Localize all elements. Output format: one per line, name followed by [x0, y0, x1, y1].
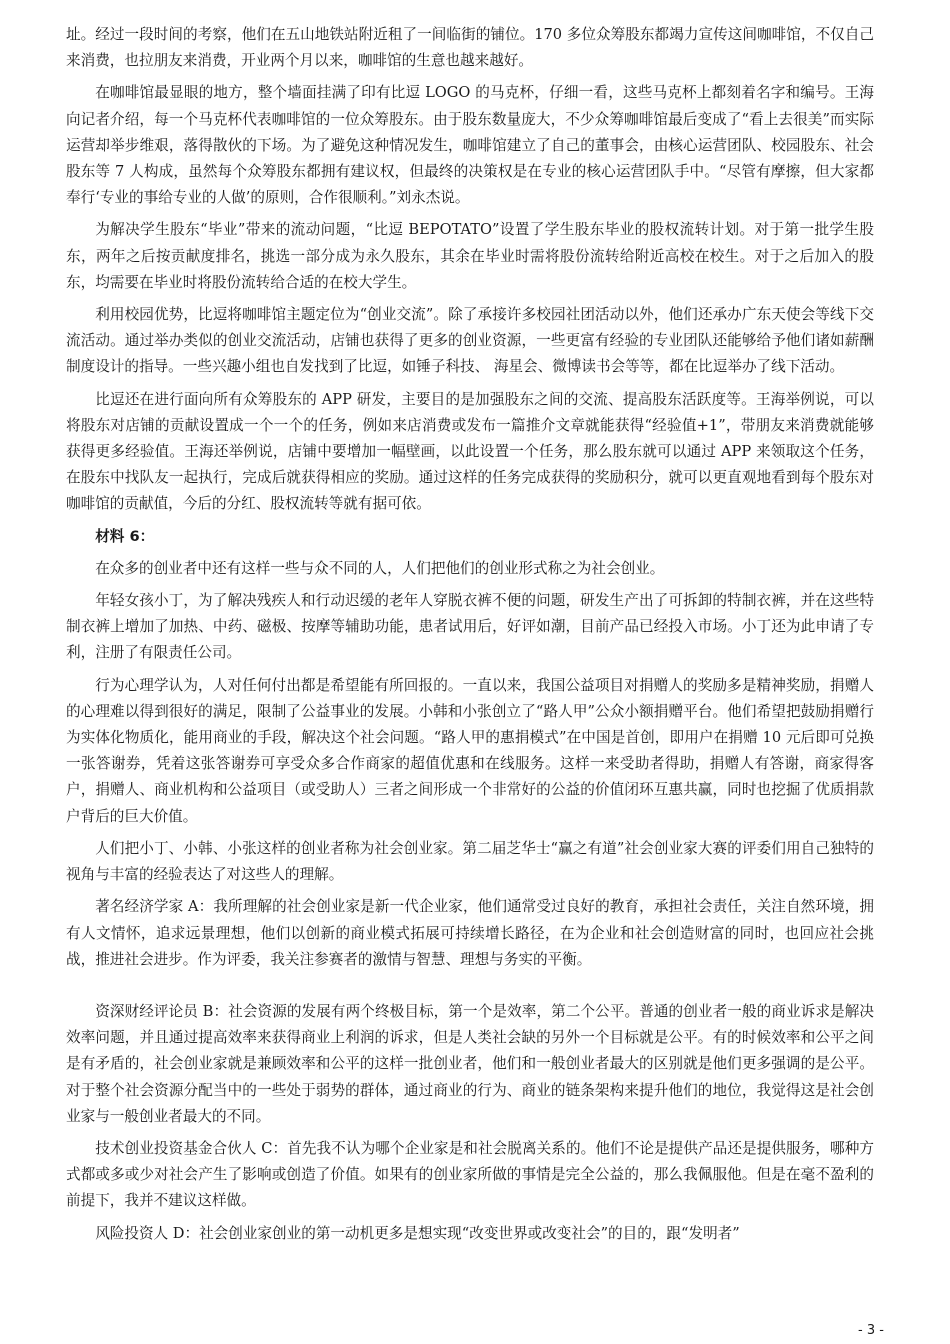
- paragraph: 人们把小丁、小韩、小张这样的创业者称为社会创业家。第二届芝华士“赢之有道”社会创业家大赛的评委们用自己独特的视角与丰富的经验表达了对这些人的理解。: [66, 839, 874, 884]
- section-spacer: [66, 979, 874, 999]
- paragraph: 行为心理学认为，人对任何付出都是希望能有所回报的。一直以来，我国公益项目对捐赠人的奖励多是精神奖励，捐赠人的心理难以得到很好的满足，限制了公益事业的发展。小韩和小张创立了“路人甲”公众小额捐赠平台。他们希望把鼓励捐赠行为实体化物质化，能用商业的手段，解决这个社会问题。“路人甲的惠捐模式”在中国是首创，即用户在捐赠 10 元后即可兑换一张答谢券，凭着这张答谢券可享受众多合作商家的超值优惠和在线服务。这样一来受助者得助，捐赠人有答谢，商家得客户，捐赠人、商业机构和公益项目（或受助人）三者之间形成一个非常好的公益的价值闭环互惠共赢，同时也挖掘了优质捐款户背后的巨大价值。: [66, 676, 874, 825]
- page-number: - 3 -: [858, 1323, 884, 1338]
- paragraph: 著名经济学家 A：我所理解的社会创业家是新一代企业家，他们通常受过良好的教育，承担社会责任，关注自然环境，拥有人文情怀，追求远景理想，他们以创新的商业模式拓展可持续增长路径，在为企业和社会创造财富的同时，也回应社会挑战，推进社会进步。作为评委，我关注参赛者的激情与智慧、理想与务实的平衡。: [66, 898, 874, 968]
- paragraph: 在众多的创业者中还有这样一些与众不同的人，人们把他们的创业形式称之为社会创业。: [95, 559, 665, 577]
- paragraph: 在咖啡馆最显眼的地方，整个墙面挂满了印有比逗 LOGO 的马克杯，仔细一看，这些马克杯上都刻着名字和编号。王海向记者介绍，每一个马克杯代表咖啡馆的一位众筹股东。由于股东数量庞大，不少众筹咖啡馆最后变成了“看上去很美”而实际运营却举步维艰，落得散伙的下场。为了避免这种情况发生，咖啡馆建立了自己的董事会，由核心运营团队、校园股东、社会股东等 7 人构成，虽然每个众筹股东都拥有建议权，但最终的决策权是在专业的核心运营团队手中。“尽管有摩擦，但大家都奉行‘专业的事给专业的人做’的原则，合作很顺利。”刘永杰说。: [66, 84, 874, 207]
- paragraph: 风险投资人 D：社会创业家创业的第一动机更多是想实现“改变世界或改变社会”的目的，跟“发明者”: [95, 1224, 740, 1242]
- material-heading: 材料 6：: [95, 527, 155, 545]
- document-body: [66, 22, 874, 1253]
- paragraph: 资深财经评论员 B：社会资源的发展有两个终极目标，第一个是效率，第二个公平。普通的创业者一般的商业诉求是解决效率问题，并且通过提高效率来获得商业上利润的诉求，但是人类社会缺的另外一个目标就是公平。有的时候效率和公平之间是有矛盾的，社会创业家就是兼顾效率和公平的这样一批创业者，他们和一般创业者最大的区别就是他们更多强调的是公平。对于整个社会资源分配当中的一些处于弱势的群体，通过商业的行为、商业的链条架构来提升他们的地位，我觉得这是社会创业家与一般创业者最大的不同。: [66, 1002, 874, 1125]
- paragraph: 比逗还在进行面向所有众筹股东的 APP 研发，主要目的是加强股东之间的交流、提高股东活跃度等。王海举例说，可以将股东对店铺的贡献设置成一个一个的任务，例如来店消费或发布一篇推介文章就能获得“经验值+1”，带朋友来消费就能够获得更多经验值。王海还举例说，店铺中要增加一幅壁画，以此设置一个任务，那么股东就可以通过 APP 来领取这个任务，在股东中找队友一起执行，完成后就获得相应的奖励。通过这样的任务完成获得的奖励积分，就可以更直观地看到每个股东对咖啡馆的贡献值，今后的分红、股权流转等就有据可依。: [66, 390, 874, 513]
- paragraph: 年轻女孩小丁，为了解决残疾人和行动迟缓的老年人穿脱衣裤不便的问题，研发生产出了可拆卸的特制衣裤，并在这些特制衣裤上增加了加热、中药、磁极、按摩等辅助功能，患者试用后，好评如潮，目前产品已经投入市场。小丁还为此申请了专利，注册了有限责任公司。: [66, 592, 874, 662]
- paragraph: 技术创业投资基金合伙人 C：首先我不认为哪个企业家是和社会脱离关系的。他们不论是提供产品还是提供服务，哪种方式都或多或少对社会产生了影响或创造了价值。如果有的创业家所做的事情是完全公益的，那么我佩服他。但是在毫不盈利的前提下，我并不建议这样做。: [66, 1139, 874, 1210]
- paragraph: 利用校园优势，比逗将咖啡馆主题定位为“创业交流”。除了承接许多校园社团活动以外，他们还承办广东天使会等线下交流活动。通过举办类似的创业交流活动，店铺也获得了更多的创业资源，一些更富有经验的专业团队还能够给予他们诸如薪酬制度设计的指导。一些兴趣小组也自发找到了比逗，如锤子科技、 海星会、微博读书会等等，都在比逗举办了线下活动。: [66, 306, 874, 376]
- paragraph: 址。经过一段时间的考察，他们在五山地铁站附近租了一间临街的铺位。170 多位众筹股东都竭力宣传这间咖啡馆，不仅自己来消费，也拉朋友来消费，开业两个月以来，咖啡馆的生意也越来越好。: [66, 26, 874, 70]
- paragraph: 为解决学生股东“毕业”带来的流动问题，“比逗 BEPOTATO”设置了学生股东毕业的股权流转计划。对于第一批学生股东，两年之后按贡献度排名，挑选一部分成为永久股东，其余在毕业时需将股份流转给附近高校在校生。对于之后加入的股东，均需要在毕业时将股份流转给合适的在校大学生。: [66, 221, 874, 291]
